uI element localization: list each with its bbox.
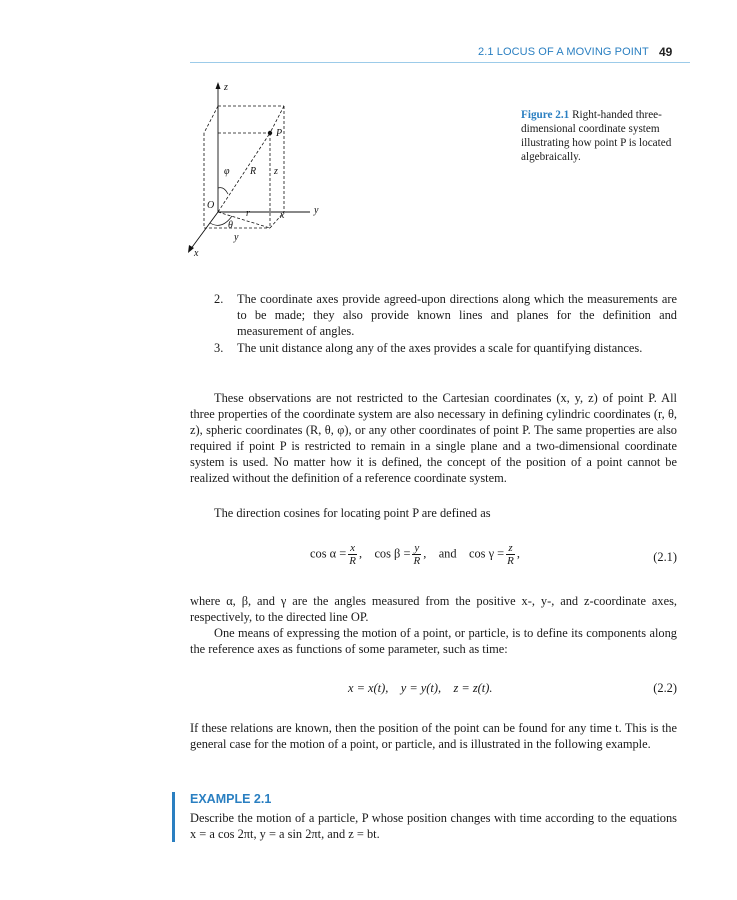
list-item — [190, 340, 677, 356]
paragraph-coordinates: These observations are not restricted to the Cartesian coordinates (x, y, z) of point P. All three properties of the coordinate system are also necessary in defining cylindric coordinates (r, θ, z), spheric coordinates (R, θ, φ), or any other coordinates of point P. The same properties are also required if point P is restricted to remain in a single plane and a two-dimensional coordinate system is used. No matter how it is defined, the concept of the position of a point cannot be realized without the definition of a reference coordinate system. — [190, 391, 677, 485]
list-item-text: The coordinate axes provide agreed-upon directions along which the measurements are to be made; they also provide known lines and planes for the definition and measurement of angles. — [237, 292, 677, 338]
fraction-numerator: z — [508, 542, 513, 554]
page-number: 49 — [659, 45, 673, 59]
label-x-axis: x — [194, 248, 199, 259]
fraction-denominator: R — [413, 555, 421, 567]
figure-caption-label: Figure 2.1 — [521, 109, 570, 121]
fraction-denominator: R — [349, 555, 356, 567]
fraction-y-over-r — [412, 542, 421, 567]
example-text: Describe the motion of a particle, P whose position changes with time according to the equations x = a cos 2πt, y = a sin 2πt, and z = bt. — [190, 811, 677, 841]
header-rule — [190, 62, 690, 63]
figure-caption-text: Right-handed three-dimensional coordinate system illustrating how point P is located algebraically. — [521, 109, 672, 163]
label-y-axis: y — [314, 205, 319, 216]
label-point-p: P — [276, 128, 283, 139]
example-accent-bar — [172, 792, 175, 842]
running-header-title: 2.1 LOCUS OF A MOVING POINT — [478, 46, 649, 58]
paragraph-general-case: If these relations are known, then the position of the point can be found for any time t. This is the general case for the motion of a point, or particle, and is illustrated in the following example. — [190, 721, 677, 751]
equation-2-2 — [190, 681, 677, 701]
fraction-denominator: R — [507, 555, 514, 567]
paragraph-direction-cosines: The direction cosines for locating point P are defined as — [214, 506, 491, 520]
equation-2-1 — [190, 540, 677, 576]
label-z-height: z — [274, 166, 278, 177]
equation-tag: (2.1) — [653, 550, 677, 564]
eq-cos-gamma: cos γ = — [468, 546, 505, 561]
label-y-dist: y — [234, 232, 239, 243]
label-r-proj: r — [246, 208, 250, 219]
phi-arc — [218, 188, 228, 194]
list-item-number: 3. — [214, 341, 224, 355]
list-item-text: The unit distance along any of the axes provides a scale for quantifying distances. — [237, 341, 643, 355]
paragraph-angles: where α, β, and γ are the angles measured from the positive x-, y-, and z-coordinate axes, respectively, to the directed line OP. — [190, 594, 677, 624]
z-axis-arrow — [216, 82, 221, 89]
paragraph-motion: One means of expressing the motion of a point, or particle, is to define its components along the reference axes as functions of some parameter, such as time: — [190, 626, 677, 656]
numbered-list — [190, 291, 677, 357]
figure-caption — [521, 108, 691, 164]
fraction-x-over-r — [348, 542, 357, 567]
label-phi: φ — [224, 166, 230, 177]
eq-separator: , — [423, 546, 427, 561]
x-axis — [190, 212, 218, 250]
example-title: EXAMPLE 2.1 — [190, 792, 272, 806]
equation-tag: (2.2) — [653, 681, 677, 695]
equation-2-2-body: x = x(t), y = y(t), z = z(t). — [348, 681, 493, 695]
eq-cos-alpha: cos α = — [310, 546, 347, 561]
list-item — [190, 291, 677, 339]
label-theta: θ — [228, 220, 233, 231]
eq-cos-beta: cos β = — [374, 546, 411, 561]
fraction-numerator: y — [414, 542, 420, 554]
label-radius: R — [250, 166, 257, 177]
eq-separator: , — [358, 546, 363, 561]
fraction-numerator: x — [350, 542, 356, 554]
label-x-dist: x — [280, 210, 285, 221]
label-z-axis: z — [224, 82, 228, 93]
coordinate-system-figure — [170, 78, 330, 268]
list-item-number: 2. — [214, 292, 224, 306]
fraction-z-over-r — [506, 542, 515, 567]
point-p-marker — [268, 131, 272, 135]
label-origin: O — [207, 200, 215, 211]
eq-separator: , — [516, 546, 520, 561]
eq-and-word: and — [438, 546, 457, 561]
